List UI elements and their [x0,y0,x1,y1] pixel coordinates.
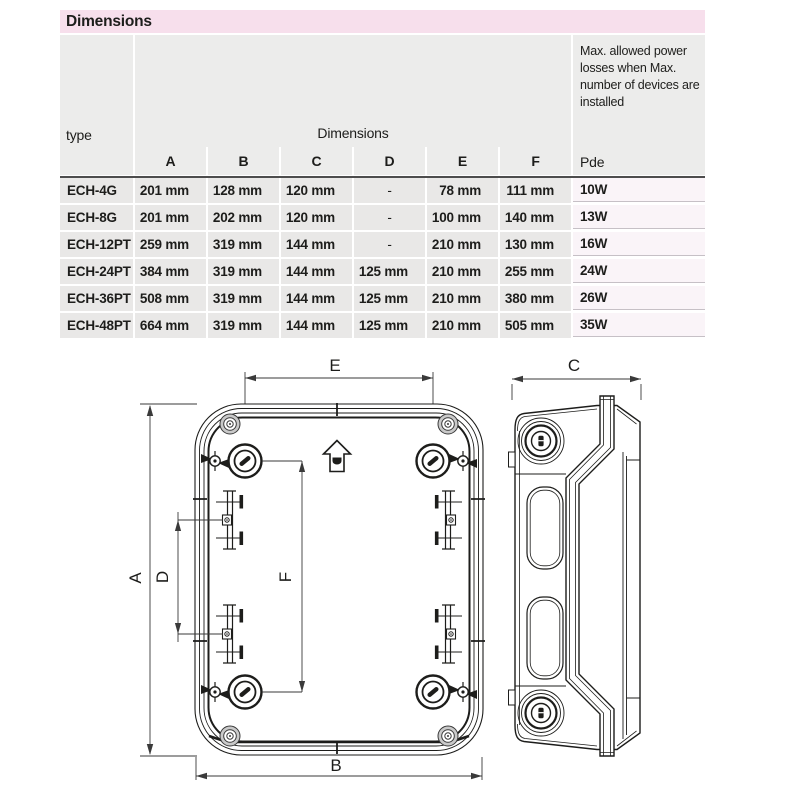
col-header-d: D [352,147,425,175]
cell-d: 125 mm [354,313,425,338]
cell-type: ECH-8G [60,205,133,230]
cell-pde: 10W [573,178,705,202]
cell-pde: 16W [573,232,705,256]
dimensions-group-label: Dimensions [317,125,389,141]
side-lock-icon [518,690,564,736]
cell-b: 319 mm [208,259,279,284]
dim-label-c: C [567,356,581,375]
cell-a: 664 mm [135,313,206,338]
cell-f: 111 mm [500,178,571,203]
lock-icon [417,676,450,709]
cell-pde: 26W [573,286,705,310]
cell-b: 128 mm [208,178,279,203]
cell-c: 144 mm [281,286,352,311]
technical-drawing [0,350,796,796]
corner-screw-icon [220,726,240,746]
cell-b: 319 mm [208,286,279,311]
table-row [60,313,705,338]
cell-a: 201 mm [135,205,206,230]
cell-pde: 13W [573,205,705,229]
col-header-e: E [425,147,498,175]
power-losses-description: Max. allowed power losses when Max. number of devices are installed [580,44,700,109]
col-header-b: B [206,147,279,175]
cell-type: ECH-4G [60,178,133,203]
table-row [60,178,705,203]
cell-d: - [354,232,425,257]
cell-pde: 35W [573,313,705,337]
cell-e: 210 mm [427,232,498,257]
col-header-type [60,35,133,175]
cell-d: 125 mm [354,259,425,284]
table-row [60,205,705,230]
dimensions-table [60,35,705,338]
section-title: Dimensions [66,13,152,30]
cell-e: 100 mm [427,205,498,230]
cell-type: ECH-12PT [60,232,133,257]
col-header-f: F [498,147,571,175]
dim-label-d: D [153,570,172,584]
corner-screw-icon [438,414,458,434]
cell-d: 125 mm [354,286,425,311]
corner-screw-icon [220,414,240,434]
dim-label-e: E [329,356,341,375]
cell-e: 210 mm [427,313,498,338]
table-row [60,232,705,257]
cell-c: 144 mm [281,259,352,284]
cell-d: - [354,178,425,203]
dimension-drawing-svg [0,350,796,796]
table-body [60,178,705,338]
cell-e: 210 mm [427,286,498,311]
side-view [509,396,641,756]
dim-label-f: F [276,571,295,583]
cell-pde: 24W [573,259,705,283]
lock-icon [229,676,262,709]
corner-screw-icon [438,726,458,746]
cell-type: ECH-24PT [60,259,133,284]
cell-type: ECH-48PT [60,313,133,338]
table-row [60,286,705,311]
type-header-label: type [66,127,92,143]
col-header-c: C [279,147,352,175]
cell-e: 78 mm [427,178,498,203]
cell-c: 144 mm [281,232,352,257]
col-header-power-losses [573,35,705,175]
side-lock-icon [518,418,564,464]
dim-label-a: A [126,572,145,584]
section-title-banner [60,10,705,33]
cell-a: 384 mm [135,259,206,284]
cell-b: 319 mm [208,232,279,257]
cell-b: 202 mm [208,205,279,230]
cell-d: - [354,205,425,230]
cell-f: 505 mm [500,313,571,338]
cell-c: 120 mm [281,205,352,230]
table-header [60,35,705,175]
cell-f: 380 mm [500,286,571,311]
cell-type: ECH-36PT [60,286,133,311]
cell-b: 319 mm [208,313,279,338]
lock-icon [229,445,262,478]
cell-c: 144 mm [281,313,352,338]
front-view [193,372,485,755]
pde-header-label: Pde [580,154,605,170]
cell-e: 210 mm [427,259,498,284]
dim-label-b: B [330,756,342,775]
lock-icon [417,445,450,478]
cell-a: 201 mm [135,178,206,203]
table-row [60,259,705,284]
col-header-a: A [165,153,176,169]
dimension-letter-headers [135,147,571,175]
col-group-dimensions [135,35,571,175]
cell-f: 140 mm [500,205,571,230]
cell-a: 508 mm [135,286,206,311]
cell-a: 259 mm [135,232,206,257]
cell-f: 130 mm [500,232,571,257]
cell-f: 255 mm [500,259,571,284]
cell-c: 120 mm [281,178,352,203]
